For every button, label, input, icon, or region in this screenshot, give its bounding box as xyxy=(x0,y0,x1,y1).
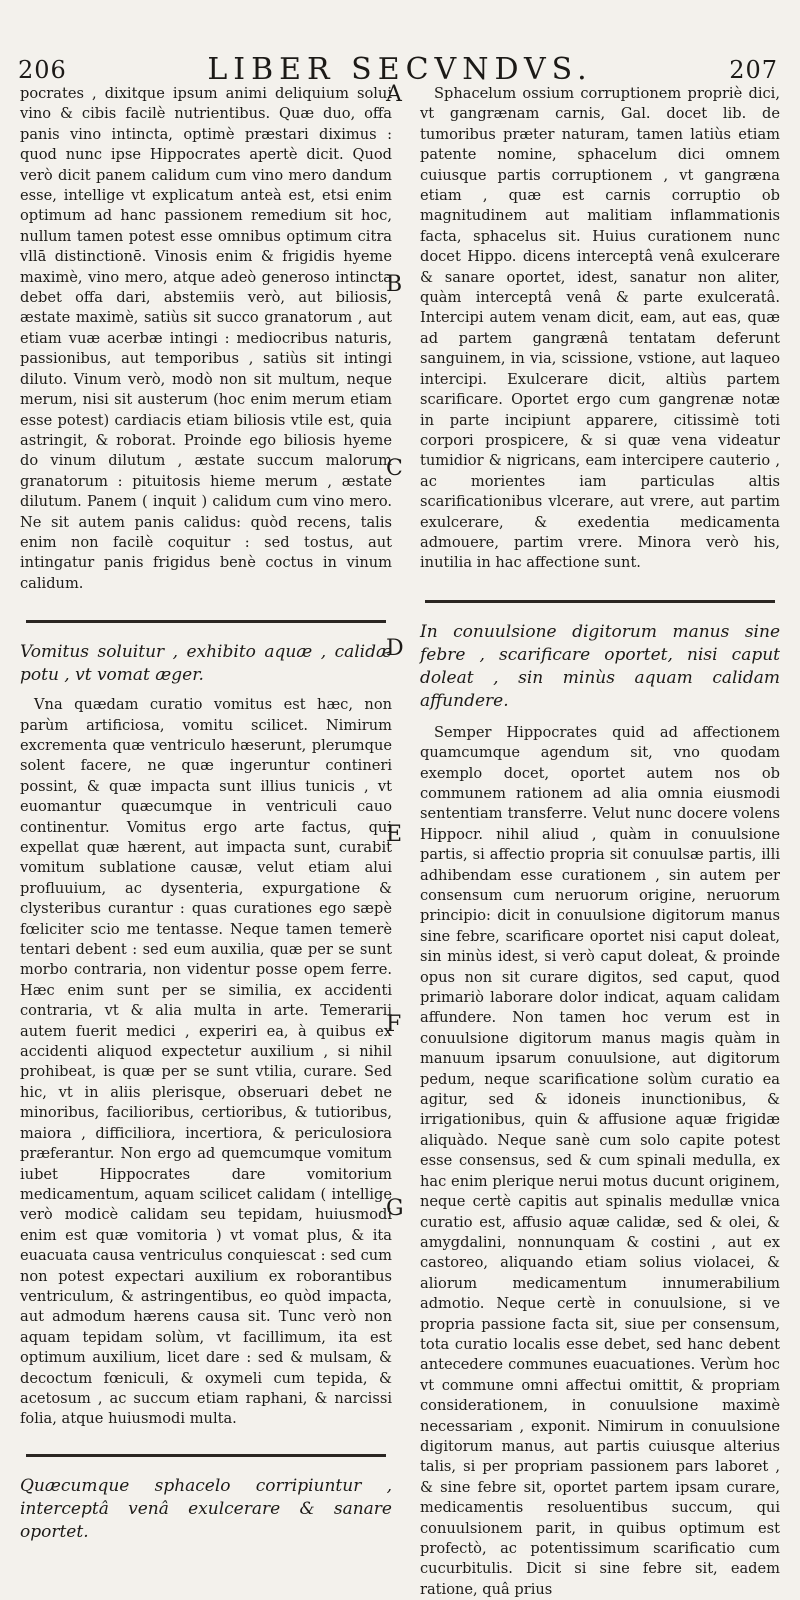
left-paragraph-1: pocrates , dixitque ipsum animi deliquium solui vino & cibis facilè nutrientibus. Quæ duo, offa panis vino intincta, optimè præstari diximus : quod nunc ipse Hippocrates apertè dicit. Quod verò dicit panem calidum cum vino mero dandum esse, intellige vt explicatum anteà est, etsi enim optimum ad hanc passionem remedium sit hoc, nullum tamen potest esse omnibus optimum citra vllā distinctionē. Vinosis enim & frigidis hyeme maximè, vino mero, atque adeò generoso intincta debet offa dari, abstemiis verò, aut biliosis, æstate maximè, satiùs sit succo granatorum , aut etiam vuæ acerbæ intingi : mediocribus naturis, passionibus, aut temporibus , satiùs sit intingi diluto. Vinum verò, modò non sit multum, neque merum, nisi sit austerum (hoc enim merum etiam esse potest) cardiacis etiam biliosis vtile est, quia astringit, & roborat. Proinde ego biliosis hyeme do vinum dilutum , æstate succum malorum granatorum : pituitosis hieme merum , æstate dilutum. Panem ( inquit ) calidum cum vino mero. Ne sit autem panis calidus: quòd recens, talis enim non facilè coquitur : sed tostus, aut intingatur panis frigidus benè coctus in vinum calidum. xyxy=(20,85,392,592)
section-heading-vomitus: Vomitus soluitur , exhibito aquæ , calidæ potu , vt vomat æger. xyxy=(20,642,392,686)
running-head: LIBER SECVNDVS. xyxy=(207,52,593,87)
page-number-left: 206 xyxy=(18,56,67,84)
margin-marker-g: G xyxy=(386,1196,404,1221)
margin-marker-e: E xyxy=(386,822,403,847)
left-column xyxy=(20,84,392,1544)
right-paragraph-2: Semper Hippocrates quid ad affectionem quamcumque agendum sit, vno quodam exemplo docet, oportet autem nos ob communem rationem ad alia omnia eiusmodi sententiam transferre. Velut nunc docere volens Hippocr. nihil aliud , quàm in conuulsione partis, si affectio propria sit conuulsæ partis, illi adhibendam esse curationem , sin autem per consensum cum neruorum origine, neruorum principio: dicit in conuulsione digitorum manus sine febre, scarificare oportet nisi caput doleat, sin minùs idest, si verò caput doleat, & proinde opus non sit curare digitos, sed caput, quod primariò laborare dolor indicat, aquam calidam affundere. Non tamen hoc verum est in conuulsione digitorum manus magis quàm in manuum ipsarum conuulsione, aut digitorum pedum, neque scarificatione solùm curatio ea agitur, sed & idoneis inunctionibus, & irrigationibus, quin & affusione aquæ frigidæ aliquàdo. Neque sanè cum solo capite potest esse consensus, sed & cum spinali medulla, ex hac enim plerique nerui motus ducunt originem, neque certè capitis aut spinalis medullæ vnica curatio est, affusio aquæ calidæ, sed & olei, & amygdalini, nonnunquam & costini , aut ex castoreo, aliquando etiam solius violacei, & aliorum medicamentum innumerabilium admotio. Neque certè in conuulsione, si ve propria passione facta sit, siue per consensum, tota curatio localis esse debet, sed hanc debent antecedere communes euacuationes. Verùm hoc vt commune omni affectui omittit, & propriam considerationem, in conuulsione maximè necessariam , exponit. Nimirum in conuulsione digitorum manus, aut partis cuiusque alterius talis, si per propriam passionem pars laboret , & sine febre sit, oportet partem ipsam curare, medicamentis resoluentibus succum, qui conuulsionem parit, in quibus optimum est profectò, ac potentissimum scarificatio cum cucurbitulis. Dicit si sine febre sit, eadem ratione, quâ prius xyxy=(420,723,780,1598)
section-heading-sphacelus: Quæcumque sphacelo corripiuntur , interceptâ venâ exulcerare & sanare oportet. xyxy=(20,1475,392,1542)
right-column xyxy=(420,84,780,1600)
section-heading-conuulsio: In conuulsione digitorum manus sine febre , scarificare oportet, nisi caput doleat , sin minùs aquam calidam affundere. xyxy=(420,621,780,711)
margin-marker-b: B xyxy=(386,272,403,297)
margin-marker-f: F xyxy=(386,1012,402,1037)
left-paragraph-2: Vna quædam curatio vomitus est hæc, non parùm artificiosa, vomitu scilicet. Nimirum excrementa quæ ventriculo hæserunt, plerumque solent facere, ne quæ ingeruntur contineri possint, & quæ impacta sunt illius tunicis , vt euomantur quæcumque in ventriculi cauo continentur. Vomitus ergo arte factus, qui expellat quæ hærent, aut impacta sunt, curabit vomitum sublatione causæ, velut etiam alui profluuium, ac dysenteria, expurgatione & clysteribus curantur : quas curationes ego sæpè fœliciter scio me tentasse. Neque tamen temerè tentari debent : sed eum auxilia, quæ per se sunt morbo contraria, non videntur posse opem ferre. Hæc enim sunt per se similia, ex accidenti contraria, vt & alia multa in arte. Temerarii autem fuerit medici , experiri ea, à quibus ex accidenti aliquod expectetur auxilium , si nihil prohibeat, is quæ per se sunt vtilia, curare. Sed hic, vt in aliis plerisque, obseruari debet ne minoribus, facilioribus, certioribus, & tutioribus, maiora , difficiliora, incertiora, & periculosiora præferantur. Non ergo ad quemcumque vomitum iubet Hippocrates dare vomitorium medicamentum, aquam scilicet calidam ( intellige verò modicè calidam seu tepidam, huiusmodi enim est quæ vomitoria ) vt vomat plus, & ita euacuata causa ventriculus conquiescat : sed cum non potest expectari auxilium ex roborantibus ventriculum, & astringentibus, eo quòd impacta, aut admodum hærens causa sit. Tunc verò non aquam tepidam solùm, vt facillimum, ita est optimum auxilium, licet dare : sed & mulsam, & decoctum fœniculi, & oxymeli cum tepida, & acetosum , ac succum etiam raphani, & narcissi folia, atque huiusmodi multa. xyxy=(20,696,392,1428)
margin-marker-a: A xyxy=(386,82,402,107)
margin-marker-d: D xyxy=(386,636,404,661)
right-paragraph-1: Sphacelum ossium corruptionem propriè dici, vt gangrænam carnis, Gal. docet lib. de tumoribus præter naturam, tamen latiùs etiam patente nomine, sphacelum dici omnem cuiusque partis corruptionem , vt gangræna etiam , quæ est carnis corruptio ob magnitudinem aut malitiam inflammationis facta, sphacelus sit. Huius curationem nunc docet Hippo. dicens interceptâ venâ exulcerare & sanare oportet, idest, sanatur non aliter, quàm interceptâ venâ & parte exulceratâ. Intercipi autem venam dicit, eam, aut eas, quæ ad partem gangrænâ tentatam deferunt sanguinem, in via, scissione, vstione, aut laqueo intercipi. Exulcerare dicit, altiùs partem scarificare. Oportet ergo cum gangrenæ notæ in parte incipiunt apparere, citissimè toti corpori prospicere, & si quæ vena videatur tumidior & nigricans, eam intercipere cauterio , ac morientes iam particulas altis scarificationibus vlcerare, aut vrere, aut partim exulcerare, & exedentia medicamenta admouere, partim vrere. Minora verò his, inutilia in hac affectione sunt. xyxy=(420,85,780,572)
margin-marker-c: C xyxy=(386,456,403,481)
page-number-right: 207 xyxy=(729,56,778,84)
